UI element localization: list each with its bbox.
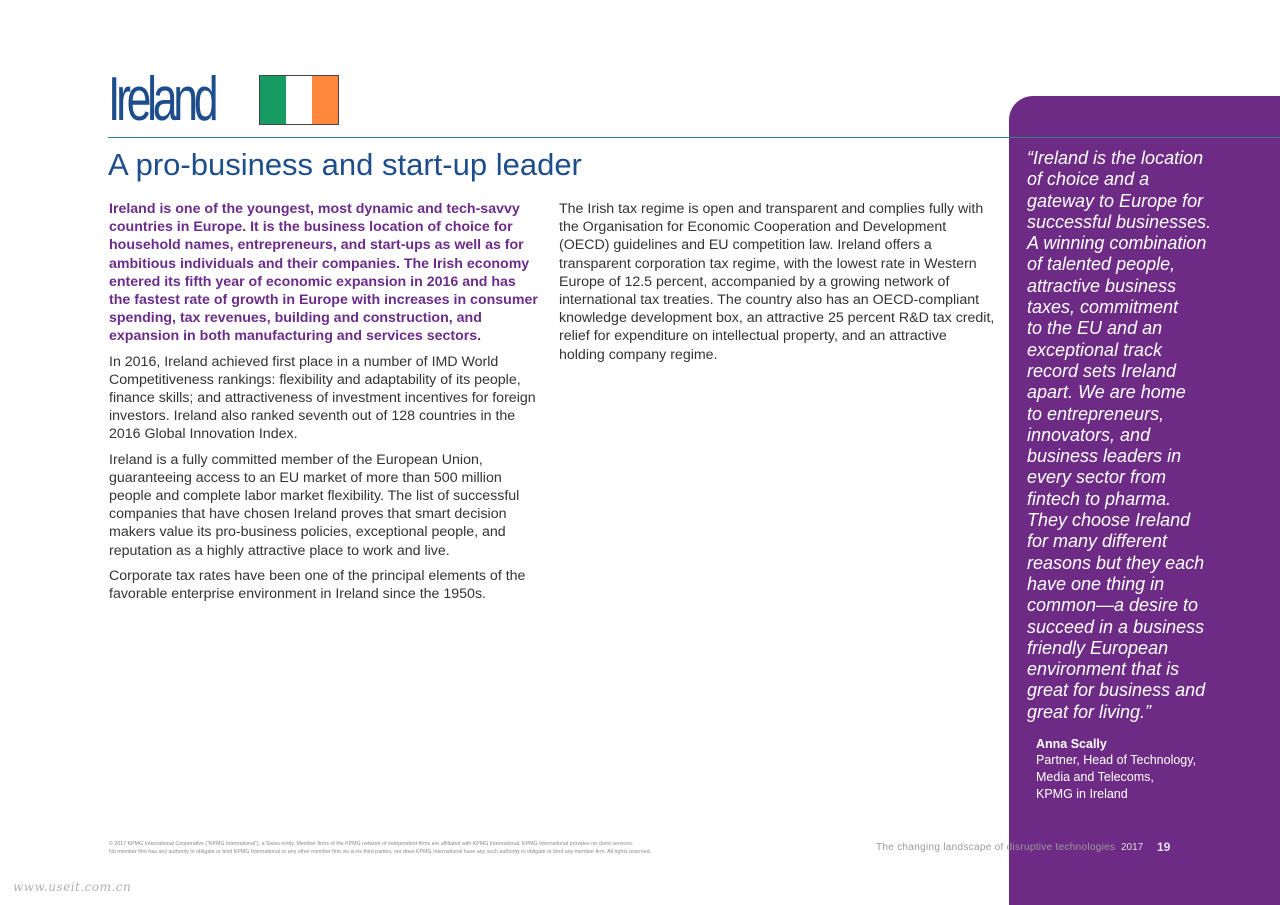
legal-disclaimer [109, 840, 839, 856]
publication-title: The changing landscape of disruptive technologies [876, 842, 1116, 853]
watermark: www.useit.com.cn [13, 880, 132, 894]
legal-line-2: No member firm has any authority to obligate or bind KPMG International or any other member firm vis-à-vis third parties, nor does KPMG International have any such authority to obligate or bind any member firm. All rights reserved. [109, 849, 651, 855]
quote-author-name: Anna Scally [1036, 737, 1107, 751]
flag-green-stripe [260, 76, 286, 124]
publication-year: 2017 [1121, 842, 1144, 853]
page-headline: A pro-business and start-up leader [108, 147, 582, 182]
flag-orange-stripe [312, 76, 338, 124]
body-paragraph-tax-history: Corporate tax rates have been one of the principal elements of the favorable enterprise environment in Ireland since the 1950s. [109, 567, 526, 603]
country-title: Ireland [108, 65, 215, 134]
legal-line-1: © 2017 KPMG International Cooperative (“KPMG International”), a Swiss entity. Member firms of the KPMG network of independent firms are affiliated with KPMG International. KPMG International provides no client services. [109, 841, 634, 847]
flag-white-stripe [286, 76, 312, 124]
text-column-right [559, 200, 995, 371]
quote-author-role: Partner, Head of Technology, Media and Telecoms, KPMG in Ireland [1036, 753, 1197, 801]
ireland-flag-icon [259, 75, 339, 125]
text-column-left [109, 200, 541, 610]
body-paragraph-rankings: In 2016, Ireland achieved first place in a number of IMD World Competitiveness rankings: flexibility and adaptability of its people, finance skills; and attractiveness of investment incentives for foreign investors. Ireland also ranked seventh out of 128 countries in the 2016 Global Innovation Index. [109, 353, 536, 443]
header-divider [108, 137, 1280, 138]
body-paragraph-eu: Ireland is a fully committed member of the European Union, guaranteeing access to an EU market of more than 500 million people and complete labor market flexibility. The list of successful companies that have chosen Ireland proves that smart decision makers value its pro-business policies, exceptional people, and reputation as a highly attractive place to work and live. [109, 451, 520, 559]
intro-paragraph: Ireland is one of the youngest, most dynamic and tech-savvy countries in Europe. It is the business location of choice for household names, entrepreneurs, and start-ups as well as for ambitious individuals and their companies. The Irish economy entered its fifth year of economic expansion in 2016 and has the fastest rate of growth in Europe with increases in consumer spending, tax revenues, building and construction, and expansion in both manufacturing and services sectors. [109, 201, 538, 345]
pull-quote: “Ireland is the location of choice and a gateway to Europe for successful businesses. A winning combination of talented people, attractive business taxes, commitment to the EU and an exceptional track record sets Ireland apart. We are home to entrepreneurs, innovators, and business leaders in every sector from fintech to pharma. They choose Ireland for many different reasons but they each have one thing in common—a desire to succeed in a business friendly European environment that is great for business and great for living.” [1027, 148, 1212, 722]
page-number: 19 [1157, 840, 1171, 854]
body-paragraph-tax-regime: The Irish tax regime is open and transparent and complies fully with the Organisation for Economic Cooperation and Development (OECD) guidelines and EU competition law. Ireland offers a transparent corporation tax regime, with the lowest rate in Western Europe of 12.5 percent, accompanied by a growing network of international tax treaties. The country also has an OECD-compliant knowledge development box, an attractive 25 percent R&D tax credit, relief for expenditure on intellectual property, and an attractive holding company regime. [559, 201, 995, 363]
